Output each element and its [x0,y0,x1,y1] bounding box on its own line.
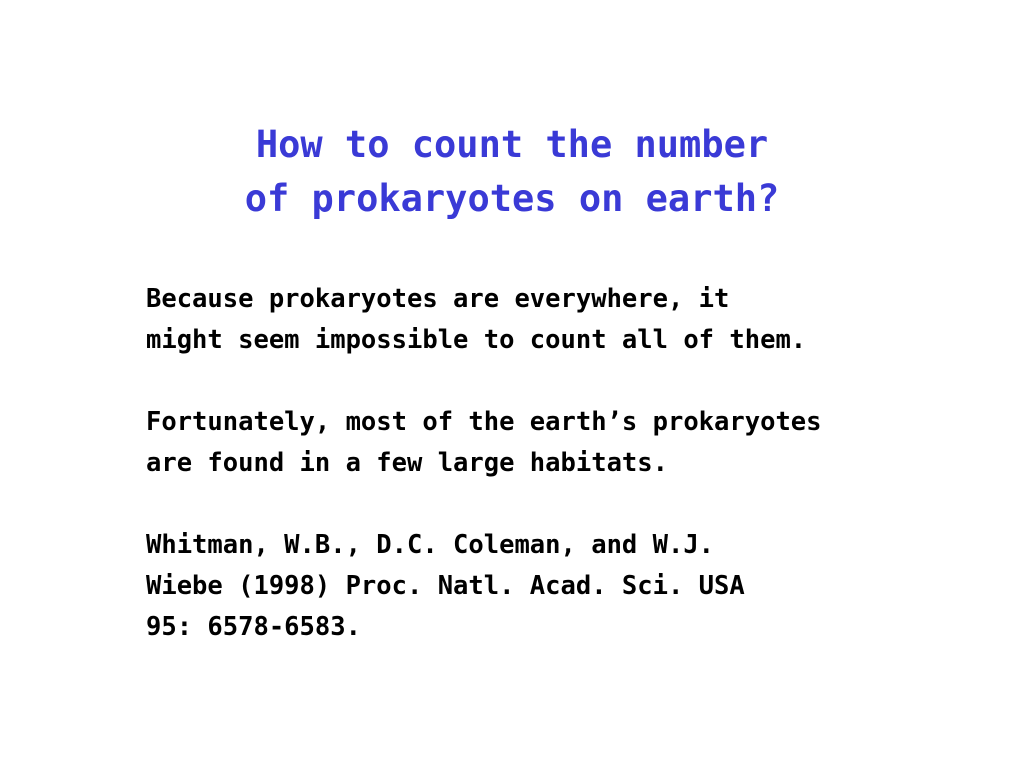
paragraph-habitats [146,402,966,484]
slide-body [146,279,966,689]
text-line: Because prokaryotes are everywhere, it [146,284,730,314]
text-line: Fortunately, most of the earth’s prokaryotes [146,407,822,437]
title-line-2: of prokaryotes on earth? [244,177,780,220]
paragraph-citation [146,525,966,648]
text-line: might seem impossible to count all of them. [146,325,807,355]
citation-line: Wiebe (1998) Proc. Natl. Acad. Sci. USA [146,571,745,601]
title-line-1: How to count the number [255,123,769,166]
paragraph-intro [146,279,966,361]
citation-line: Whitman, W.B., D.C. Coleman, and W.J. [146,530,715,560]
citation-line: 95: 6578-6583. [146,612,361,642]
text-line: are found in a few large habitats. [146,448,668,478]
slide-title [0,118,1024,226]
